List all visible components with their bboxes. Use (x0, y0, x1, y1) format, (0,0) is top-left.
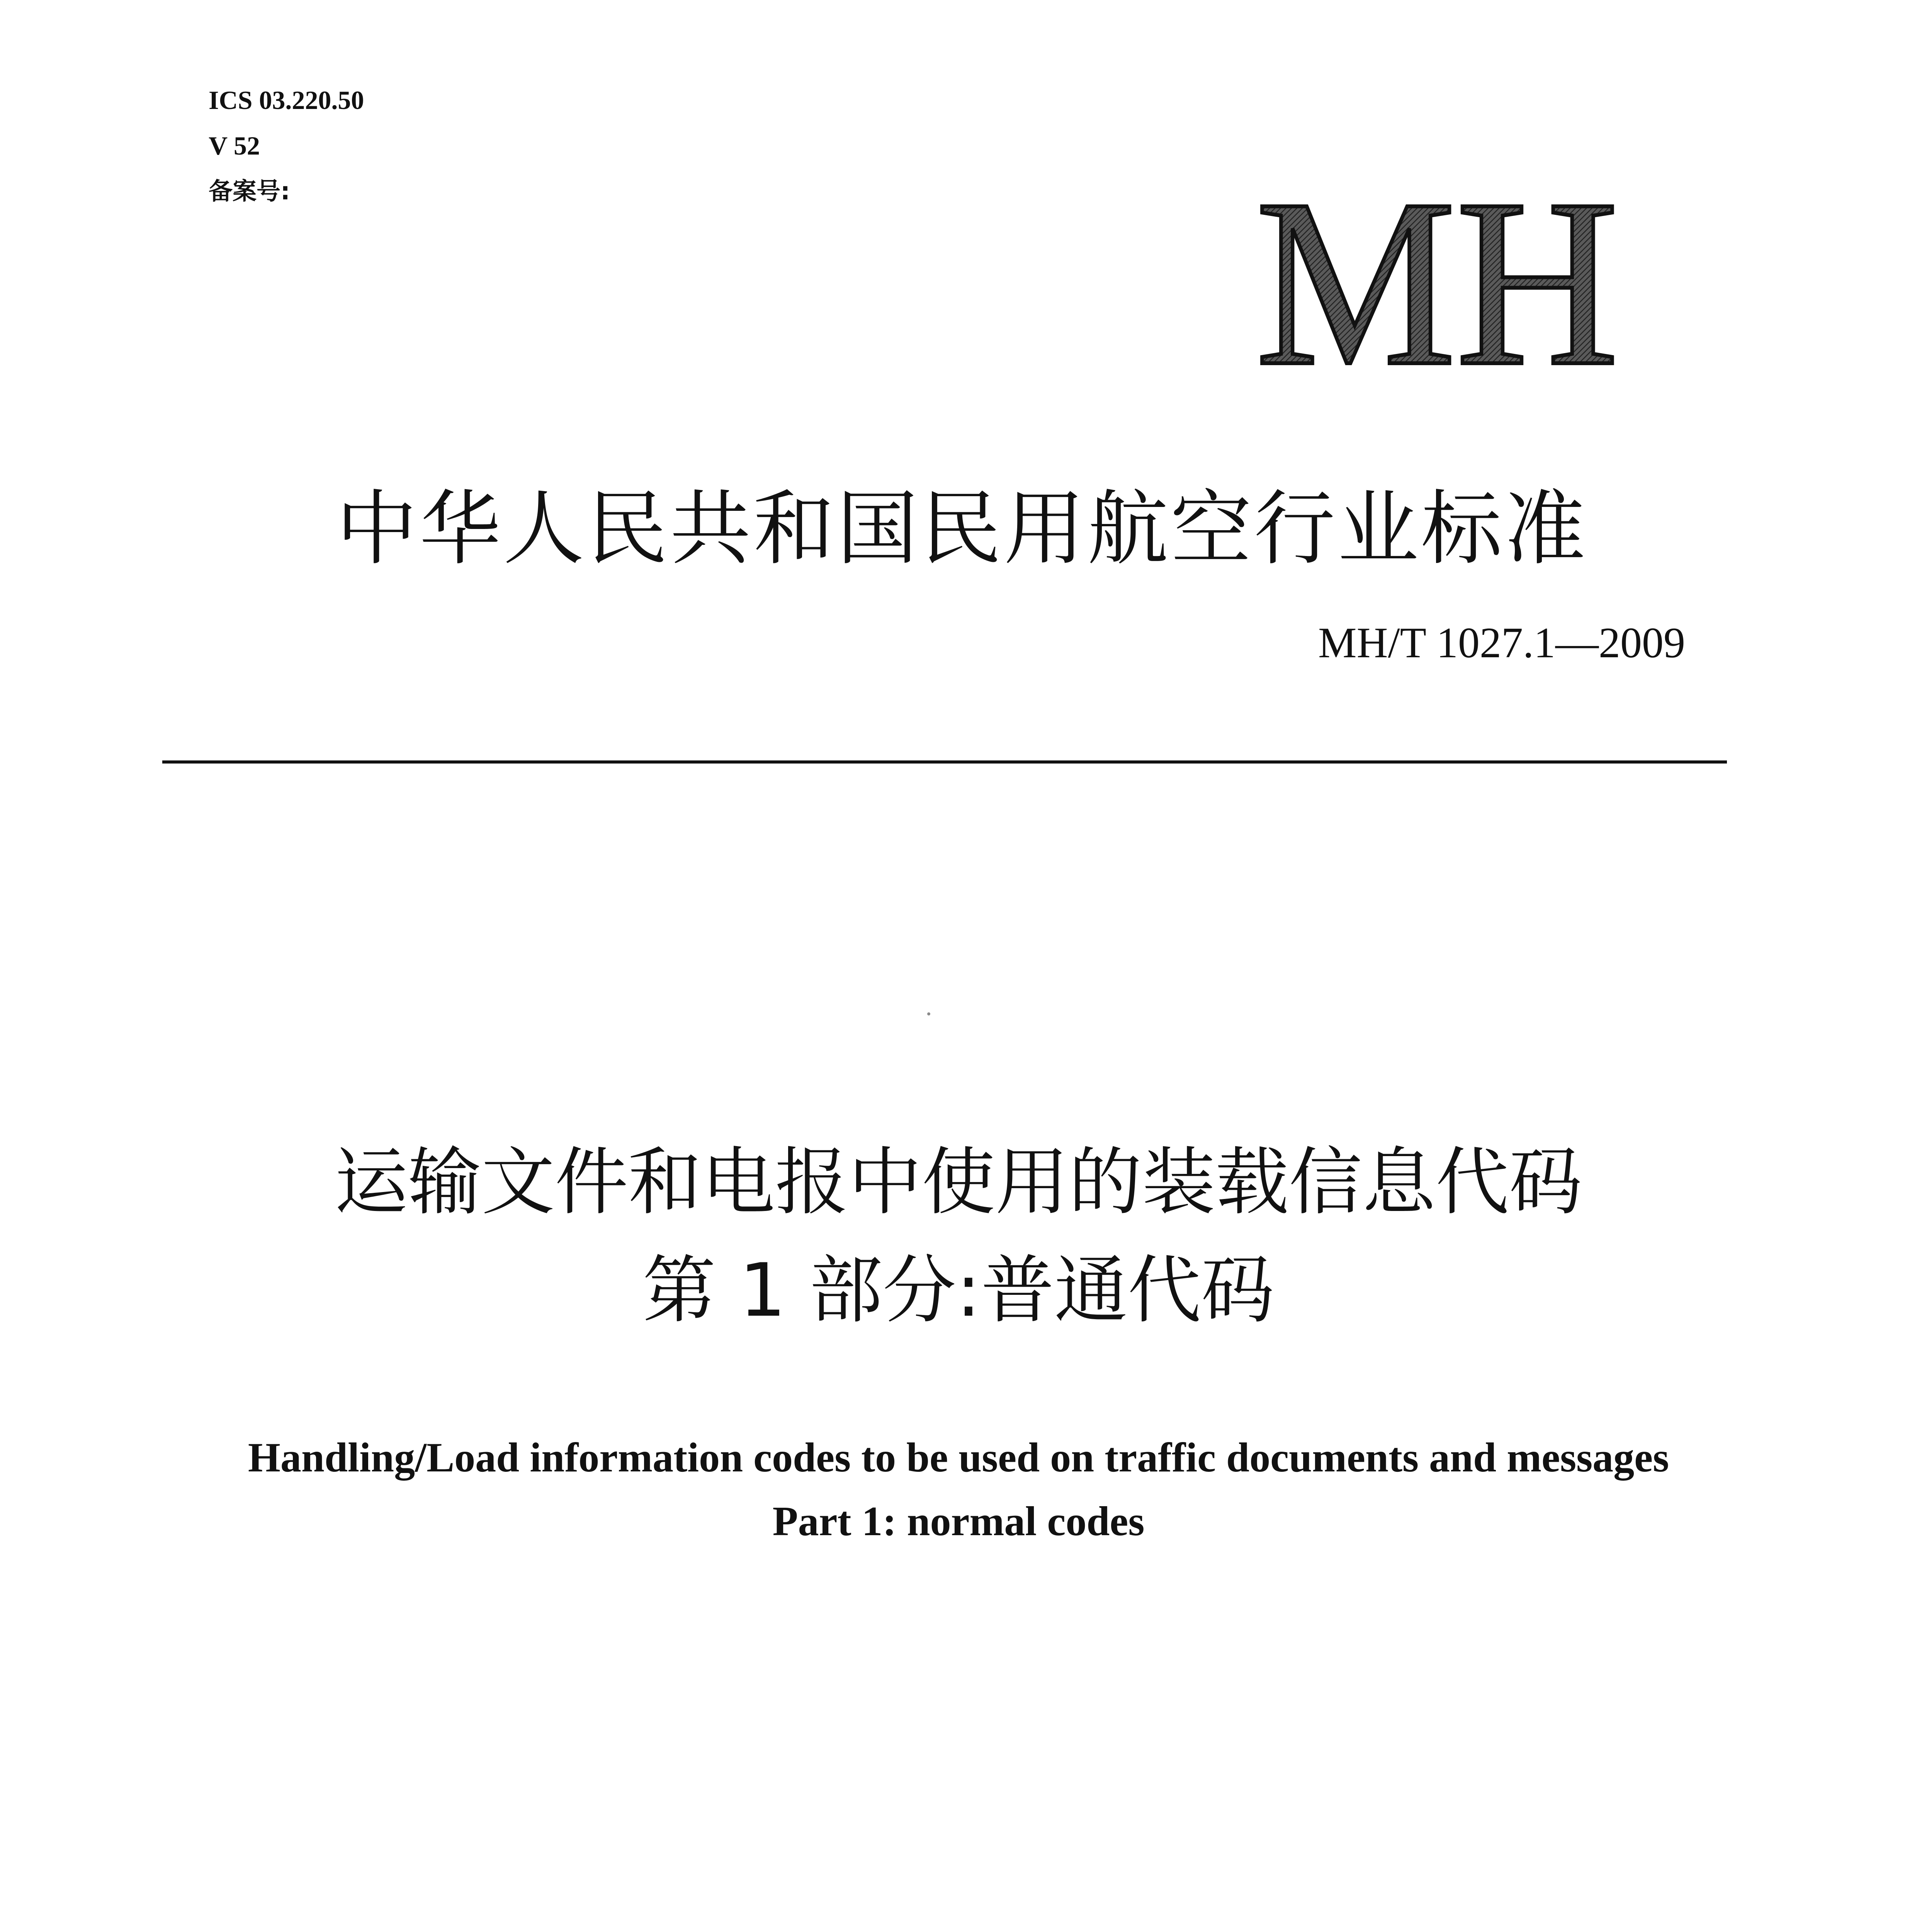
english-title-line-2: Part 1: normal codes (772, 1498, 1145, 1544)
english-title (77, 1426, 1840, 1553)
mh-logo (1252, 182, 1623, 390)
chinese-title-line-2: 第 1 部分:普通代码 (642, 1248, 1275, 1333)
chinese-title-line-1: 运输文件和电报中使用的装载信息代码 (334, 1139, 1582, 1225)
scan-speck (927, 1012, 930, 1015)
standard-category-title: 中华人民共和国民用航空行业标准 (336, 481, 1588, 576)
svg-text:MH: MH (1256, 182, 1619, 390)
header-divider (162, 760, 1727, 764)
english-title-line-1: Handling/Load information codes to be used on traffic documents and messages (248, 1435, 1669, 1481)
classification-block (209, 77, 364, 214)
chinese-title (116, 1128, 1801, 1345)
filing-number-label: 备案号: (209, 177, 290, 205)
ics-code: ICS 03.220.50 (209, 85, 364, 115)
ccs-code: V 52 (209, 131, 260, 160)
standard-number: MH/T 1027.1—2009 (1318, 619, 1685, 667)
